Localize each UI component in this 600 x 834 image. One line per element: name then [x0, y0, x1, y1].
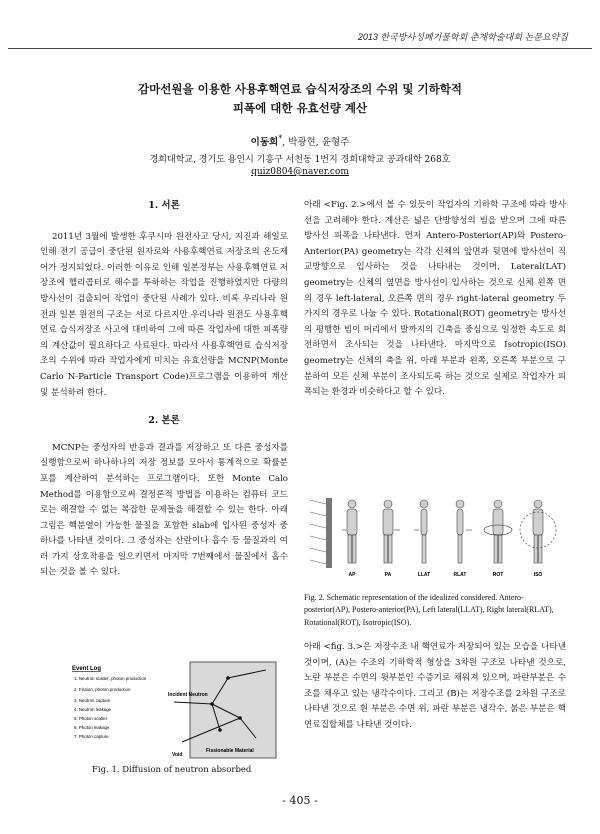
event-7: 7. Photon capture — [74, 734, 109, 739]
event-log — [74, 676, 147, 739]
label-llat: LLAT — [417, 572, 431, 578]
right-column-bottom — [304, 640, 566, 734]
page-number: - 405 - — [282, 794, 318, 807]
label-pa: PA — [384, 572, 392, 578]
event-1: 1. Neutron scatter, photon production — [74, 676, 147, 681]
fig2-caption: Fig. 2. Schematic representation of the idealized considered. Antero-posterior(AP), Postero-anterior(PA), Left lateral(LLAT), Right lateral(RLAT), Rotational(ROT), Isotropic(ISO). — [304, 593, 554, 627]
event-5: 5. Photon scatter — [74, 716, 108, 721]
label-rot: ROT — [492, 572, 504, 578]
fig2-frame — [304, 490, 566, 582]
label-ap: AP — [348, 572, 356, 578]
paper-title — [0, 80, 600, 118]
section1-text: 2011년 3월에 발생한 후쿠시마 원전사고 당시, 지진과 해일로 인해 전기 공급이 중단된 원자로와 사용후핵연료 저장조의 온도제어가 정지되었다. 이러한 이유로 인해 일본정부는 사용후핵연료 저장조에 헬리콥터로 해수를 투하하는 작업을 진행하였지만 다량의 방사선이 검출되어 작업이 중단된 사례가 있다. 비록 우리나라 원전과 일본 원전의 구조는 서로 다르지만 우리나라 원전도 사용후핵연료 습식저장조 사고에 대비하여 그에 따른 작업자에 대한 피폭량의 계산값이 필요하다고 사료된다. 따라서 사용후핵연료 습식저장조의 수위에 따라 작업자에게 미치는 유효선량을 MCNP(Monte Carlo N-Particle Transport Code)프로그램을 이용하여 계산 및 분석하려 한다. — [40, 231, 288, 398]
fig1-neutron-diagram — [70, 658, 280, 760]
author-email[interactable]: quiz0804@naver.com — [251, 167, 349, 177]
section1-heading: 1. 서론 — [148, 200, 180, 211]
event-4: 4. Neutron leakage — [74, 707, 112, 712]
authors — [0, 134, 600, 148]
corresponding-mark: * — [278, 134, 283, 143]
label-rlat: RLAT — [453, 572, 467, 578]
label-iso: ISO — [533, 572, 543, 578]
running-header: 2013 한국방사성폐기물학회 춘계학술대회 논문요약집 — [357, 32, 568, 42]
event-6: 6. Photon leakage — [74, 725, 110, 730]
header-rule — [8, 48, 592, 49]
other-authors: , 박광현, 윤형주 — [282, 137, 350, 149]
fissionable-slab — [190, 662, 276, 758]
material-label: Fissionable Material — [206, 748, 254, 754]
beam-plane — [326, 498, 332, 568]
col2-paragraph-2: 아래 <fig. 3.>은 저장수조 내 핵연료가 저장되어 있는 모습을 나타낸 것이며, (A)는 수조의 기하학적 형상을 3차원 구조로 나타낸 것으로, 노란 부분은 수면의 윗부분인 수증기로 채워져 있으며, 파란부분은 수조를 채우고 있는 냉각수이다. 그리고 (B)는 저장수조를 2차원 구조로 나타낸 것으로 흰 부분은 수면 위, 파란 부분은 냉각수, 붉은 부분은 핵연료집합체를 나타낸 것이다. — [304, 642, 566, 730]
title-line-2: 피폭에 대한 유효선량 계산 — [232, 101, 368, 115]
title-line-1: 감마선원을 이용한 사용후핵연료 습식저장조의 수위 및 기하학적 — [138, 82, 462, 96]
left-column — [40, 198, 288, 581]
right-column-top — [304, 198, 566, 401]
first-author: 이동희 — [250, 137, 279, 149]
event-2: 2. Fission, photon production — [74, 687, 131, 692]
void-label: Void — [172, 752, 183, 758]
incident-neutron-label: Incident Neutron — [168, 692, 208, 698]
event-log-title: Event Log — [72, 666, 102, 672]
fig2-geometry-diagram — [304, 490, 566, 582]
section2-text: MCNP는 중성자의 반응과 결과를 저장하고 또 다른 중성자를 실행함으로써 하나하나의 저장 정보를 모아서 통계적으로 확률분포를 계산하여 분석하는 프로그램이다. 또한 Monte Calo Method를 이용함으로써 결정론적 방법을 이용하는 컴퓨터 코드로는 해결할 수 없는 복잡한 문제들을 해결할 수 있는 한다. 아래 그림은 핵분열이 가능한 물질을 포함한 slab에 입사된 중성자 중 하나를 나타낸 것이다. 그 중성자는 산란이나 흡수 등 물질과의 여러 가지 상호작용을 일으키면서 마지막 7번째에서 물질에서 흡수되는 것을 볼 수 있다. — [40, 442, 288, 578]
affiliation: 경희대학교, 경기도 용인시 기흥구 서천동 1번지 경희대학교 공과대학 268호 — [149, 155, 451, 165]
col2-paragraph-1: 아래 <Fig. 2.>에서 볼 수 있듯이 작업자의 기하학 구조에 따라 방사선을 고려해야 한다. 계산은 넓은 단방향성의 빔을 받으며 그에 따른 방사선 피폭을 나타낸다. 먼저 Antero-Posterior(AP)와 Postero-Anterior(PA) geometry는 각각 신체의 앞면과 뒷면에 방사선이 직교방향으로 입사하는 것을 나타내는 것이며, Lateral(LAT) geometry는 신체의 옆면을 방사선이 입사하는 것으로 신체 왼쪽 면의 경우 left-lateral, 오른쪽 면의 경우 right-lateral geometry 두 가지의 경우로 나눌 수 있다. Rotational(ROT) geometry는 방사선의 평행한 빔이 머리에서 발까지의 긴축을 중심으로 일정한 속도로 회전하면서 조사되는 것을 나타낸다. 마지막으로 Isotropic(ISO) geometry는 신체의 축을 위, 아래 부분과 왼쪽, 오른쪽 부분으로 구분하여 모든 신체 부분이 조사되도록 하는 것으로 실제로 작업자가 피폭되는 환경과 비슷하다고 할 수 있다. — [304, 200, 566, 398]
fig1-caption: Fig. 1. Diffusion of neutron absorbed — [92, 765, 252, 775]
event-3: 3. Neutron capture — [74, 698, 111, 703]
section2-heading: 2. 본론 — [148, 415, 180, 427]
